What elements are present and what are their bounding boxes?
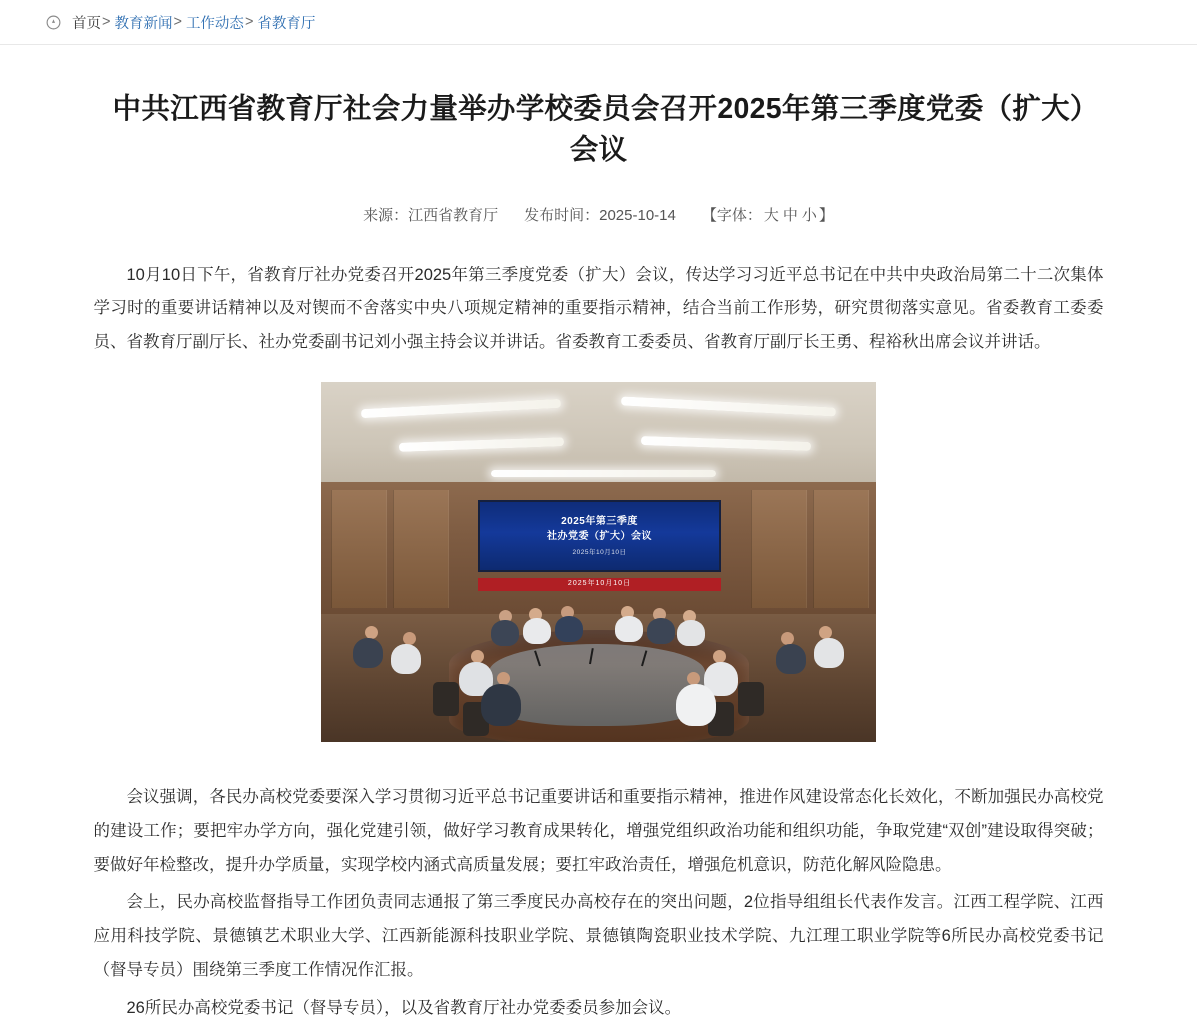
photo-attendee-body	[491, 620, 519, 646]
photo-light-strip	[399, 437, 564, 452]
article-figure	[94, 382, 1104, 755]
breadcrumb-separator: >	[244, 14, 254, 30]
breadcrumb-item-education-news[interactable]: 教育新闻	[114, 15, 173, 32]
photo-banner: 2025年10月10日	[478, 578, 721, 591]
article-paragraph-4: 26所民办高校党委书记（督导专员），以及省教育厅社办党委委员参加会议。	[126, 998, 682, 1017]
photo-light-strip	[361, 399, 561, 418]
source-value: 江西省教育厅	[408, 206, 499, 224]
publish-value: 2025-10-14	[599, 206, 676, 224]
photo-screen-line-2: 社办党委（扩大）会议	[547, 531, 652, 543]
article-source	[363, 204, 498, 225]
photo-attendee-body	[677, 620, 705, 646]
breadcrumb-item-provincial-dept[interactable]: 省教育厅	[257, 15, 316, 32]
article	[94, 45, 1104, 1026]
meeting-photo	[321, 382, 876, 742]
photo-chair	[738, 682, 764, 716]
article-meta	[94, 204, 1104, 225]
photo-attendee-body	[647, 618, 675, 644]
breadcrumb	[0, 0, 1197, 45]
photo-attendee-body	[391, 644, 421, 674]
article-publish-time	[524, 204, 676, 225]
breadcrumb-item-home[interactable]: 首页	[72, 15, 101, 32]
photo-attendee-body	[353, 638, 383, 668]
font-size-large-button[interactable]: 大	[763, 206, 779, 224]
photo-attendee-body	[555, 616, 583, 642]
breadcrumb-items	[72, 12, 315, 33]
photo-table-center	[489, 644, 705, 726]
breadcrumb-separator: >	[102, 14, 111, 30]
photo-attendee-body	[776, 644, 806, 674]
photo-wall-panel	[393, 490, 449, 608]
page-title: 中共江西省教育厅社会力量举办学校委员会召开2025年第三季度党委（扩大）会议	[112, 93, 1085, 167]
photo-screen-line-1: 2025年第三季度	[561, 516, 638, 528]
photo-light-strip	[491, 470, 716, 477]
breadcrumb-separator: >	[173, 14, 182, 30]
font-size-controls	[702, 204, 834, 225]
font-size-medium-button[interactable]: 中	[782, 206, 798, 224]
font-size-label: 【字体：	[701, 206, 762, 224]
photo-light-strip	[621, 396, 836, 416]
article-body	[94, 259, 1104, 1026]
article-paragraph-1: 10月10日下午，省教育厅社办党委召开2025年第三季度党委（扩大）会议，传达学习习近平总书记在中共中央政治局第二十二次集体学习时的重要讲话精神以及对锲而不舍落实中央八项规定精神的重要指示精神，结合当前工作形势，研究贯彻落实意见。省委教育工委委员、省教育厅副厅长、社办党委副书记刘小强主持会议并讲话。省委教育工委委员、省教育厅副厅长王勇、程裕秋出席会议并讲话。	[93, 265, 1104, 352]
font-size-small-button[interactable]: 小	[801, 206, 817, 224]
breadcrumb-item-work-updates[interactable]: 工作动态	[185, 15, 244, 32]
photo-attendee-body	[481, 684, 521, 726]
photo-chair	[433, 682, 459, 716]
article-paragraph-3: 会上，民办高校监督指导工作团负责同志通报了第三季度民办高校存在的突出问题，2位指导组组长代表作发言。江西工程学院、江西应用科技学院、景德镇艺术职业大学、江西新能源科技职业学院、景德镇陶瓷职业技术学院、九江理工职业学院等6所民办高校党委书记（督导专员）围绕第三季度工作情况作汇报。	[93, 893, 1104, 979]
publish-label: 发布时间：	[524, 206, 600, 224]
photo-wall-panel	[751, 490, 807, 608]
photo-attendee-body	[615, 616, 643, 642]
location-icon	[44, 13, 62, 31]
photo-attendee-body	[523, 618, 551, 644]
photo-attendee-body	[676, 684, 716, 726]
photo-wall-panel	[813, 490, 869, 608]
photo-screen-line-3: 2025年10月10日	[572, 549, 627, 557]
article-paragraph-2: 会议强调，各民办高校党委要深入学习贯彻习近平总书记重要讲话和重要指示精神，推进作风建设常态化长效化，不断加强民办高校党的建设工作；要把牢办学方向，强化党建引领，做好学习教育成果转化，增强党组织政治功能和组织功能，争取党建“双创”建设取得突破；要做好年检整改，提升办学质量，实现学校内涵式高质量发展；要扛牢政治责任，增强危机意识，防范化解风险隐患。	[93, 787, 1104, 874]
photo-wall-panel	[331, 490, 387, 608]
source-label: 来源：	[363, 206, 409, 224]
photo-light-strip	[641, 436, 811, 451]
photo-projection-screen	[478, 500, 721, 572]
font-size-suffix: 】	[818, 206, 834, 224]
photo-attendee-body	[814, 638, 844, 668]
